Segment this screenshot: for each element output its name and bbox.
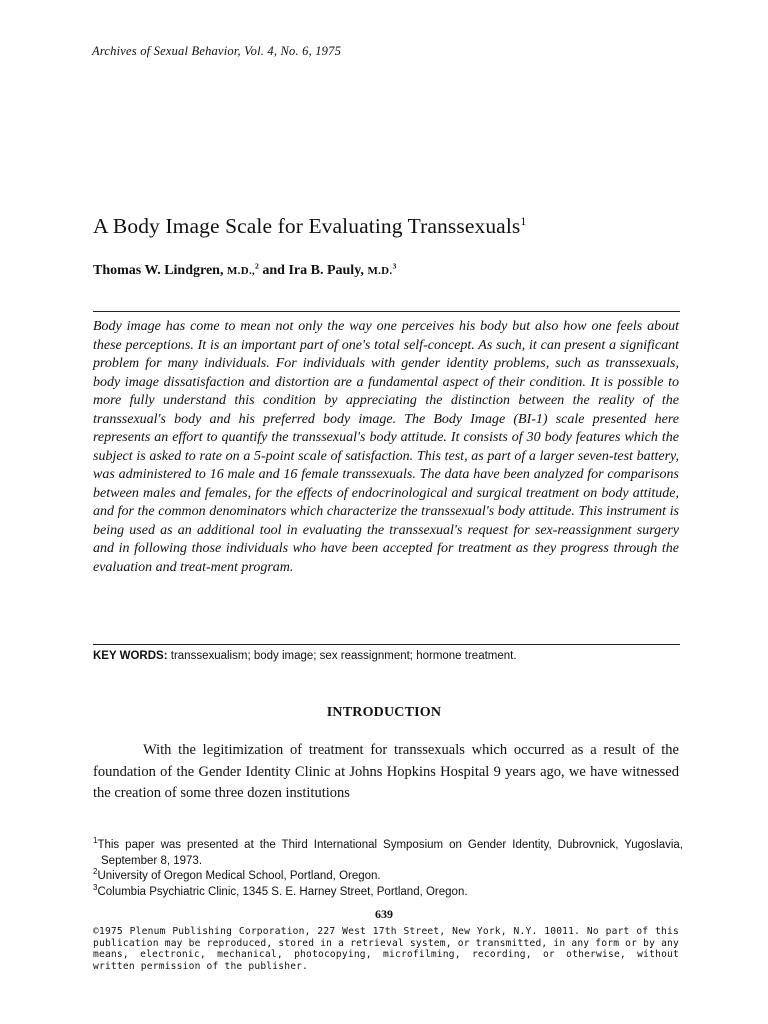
- page-number: 639: [375, 907, 393, 921]
- article-title: [93, 214, 526, 239]
- author-1-footnote-marker: 2: [255, 261, 259, 271]
- copyright-notice: ©1975 Plenum Publishing Corporation, 227 West 17th Street, New York, N.Y. 10011. No part of this publication may be reproduced, stored in a retrieval system, or transmitted, in any form or by any means, electronic, mechanical, photocopying, microfilming, recording, or otherwise, without written permission of the publisher.: [93, 926, 679, 972]
- author-1-degree: M.D.,: [226, 265, 256, 277]
- keywords-line: [93, 650, 683, 662]
- author-2-name: Ira B. Pauly,: [288, 263, 364, 278]
- article-title-text: A Body Image Scale for Evaluating Transsexuals: [93, 214, 521, 238]
- title-footnote-marker: 1: [520, 213, 527, 228]
- abstract-bottom-divider: [93, 644, 680, 645]
- footnote-2-text: University of Oregon Medical School, Portland, Oregon.: [97, 870, 381, 882]
- author-2-degree: M.D.: [367, 265, 393, 277]
- footnote-3: [93, 882, 683, 901]
- footnote-1-text: This paper was presented at the Third International Symposium on Gender Identity, Dubrovnick, Yugoslavia, September 8, 1973.: [97, 839, 683, 867]
- footnote-3-text: Columbia Psychiatric Clinic, 1345 S. E. Harney Street, Portland, Oregon.: [97, 885, 468, 898]
- footnote-1: [93, 838, 683, 869]
- keywords-label: KEY WORDS:: [93, 650, 168, 662]
- abstract-top-divider: [93, 311, 680, 312]
- footnote-3-mark: 3: [93, 882, 98, 892]
- footnote-1-mark: 1: [93, 836, 98, 846]
- keywords-list: transsexualism; body image; sex reassignment; hormone treatment.: [170, 650, 517, 662]
- abstract-text: Body image has come to mean not only the way one perceives his body but also how one feels about these perceptions. It is an important part of one's total self-concept. As such, it can present a significant problem for many individuals. For individuals with gender identity problems, such as transsexuals, body image dissatisfaction and distortion are a fundamental aspect of their condition. It is possible to more fully understand this condition by appreciating the distinction between the reality of the transsexual's body and his preferred body image. The Body Image (BI-1) scale presented here represents an effort to quantify the transsexual's body attitude. It consists of 30 body features which the subject is asked to rate on a 5-point scale of satisfaction. This test, as part of a larger seven-test battery, was administered to 16 male and 16 female transsexuals. The data have been analyzed for comparisons between males and females, for the effects of endocrinological and surgical treatment on body attitude, and for the common denominators which characterize the transsexual's body attitude. This instrument is being used as an additional tool in evaluating the transsexual's request for sex-reassignment surgery and in following those individuals who have been accepted for treatment as they progress through the evaluation and treat-ment program.: [93, 319, 679, 575]
- author-conjunction: and: [262, 263, 285, 278]
- introduction-heading: INTRODUCTION: [326, 705, 442, 720]
- journal-citation-header: Archives of Sexual Behavior, Vol. 4, No. 6, 1975: [92, 44, 342, 58]
- author-2-footnote-marker: 3: [392, 261, 397, 271]
- footnote-2: [93, 869, 683, 885]
- author-line: [93, 263, 396, 279]
- footnotes: [93, 838, 683, 900]
- footnote-2-mark: 2: [93, 867, 98, 877]
- introduction-paragraph: With the legitimization of treatment for transsexuals which occurred as a result of the foundation of the Gender Identity Clinic at Johns Hopkins Hospital 9 years ago, we have witnessed the creation of some three dozen institutions: [93, 742, 679, 801]
- author-1-name: Thomas W. Lindgren,: [93, 263, 224, 278]
